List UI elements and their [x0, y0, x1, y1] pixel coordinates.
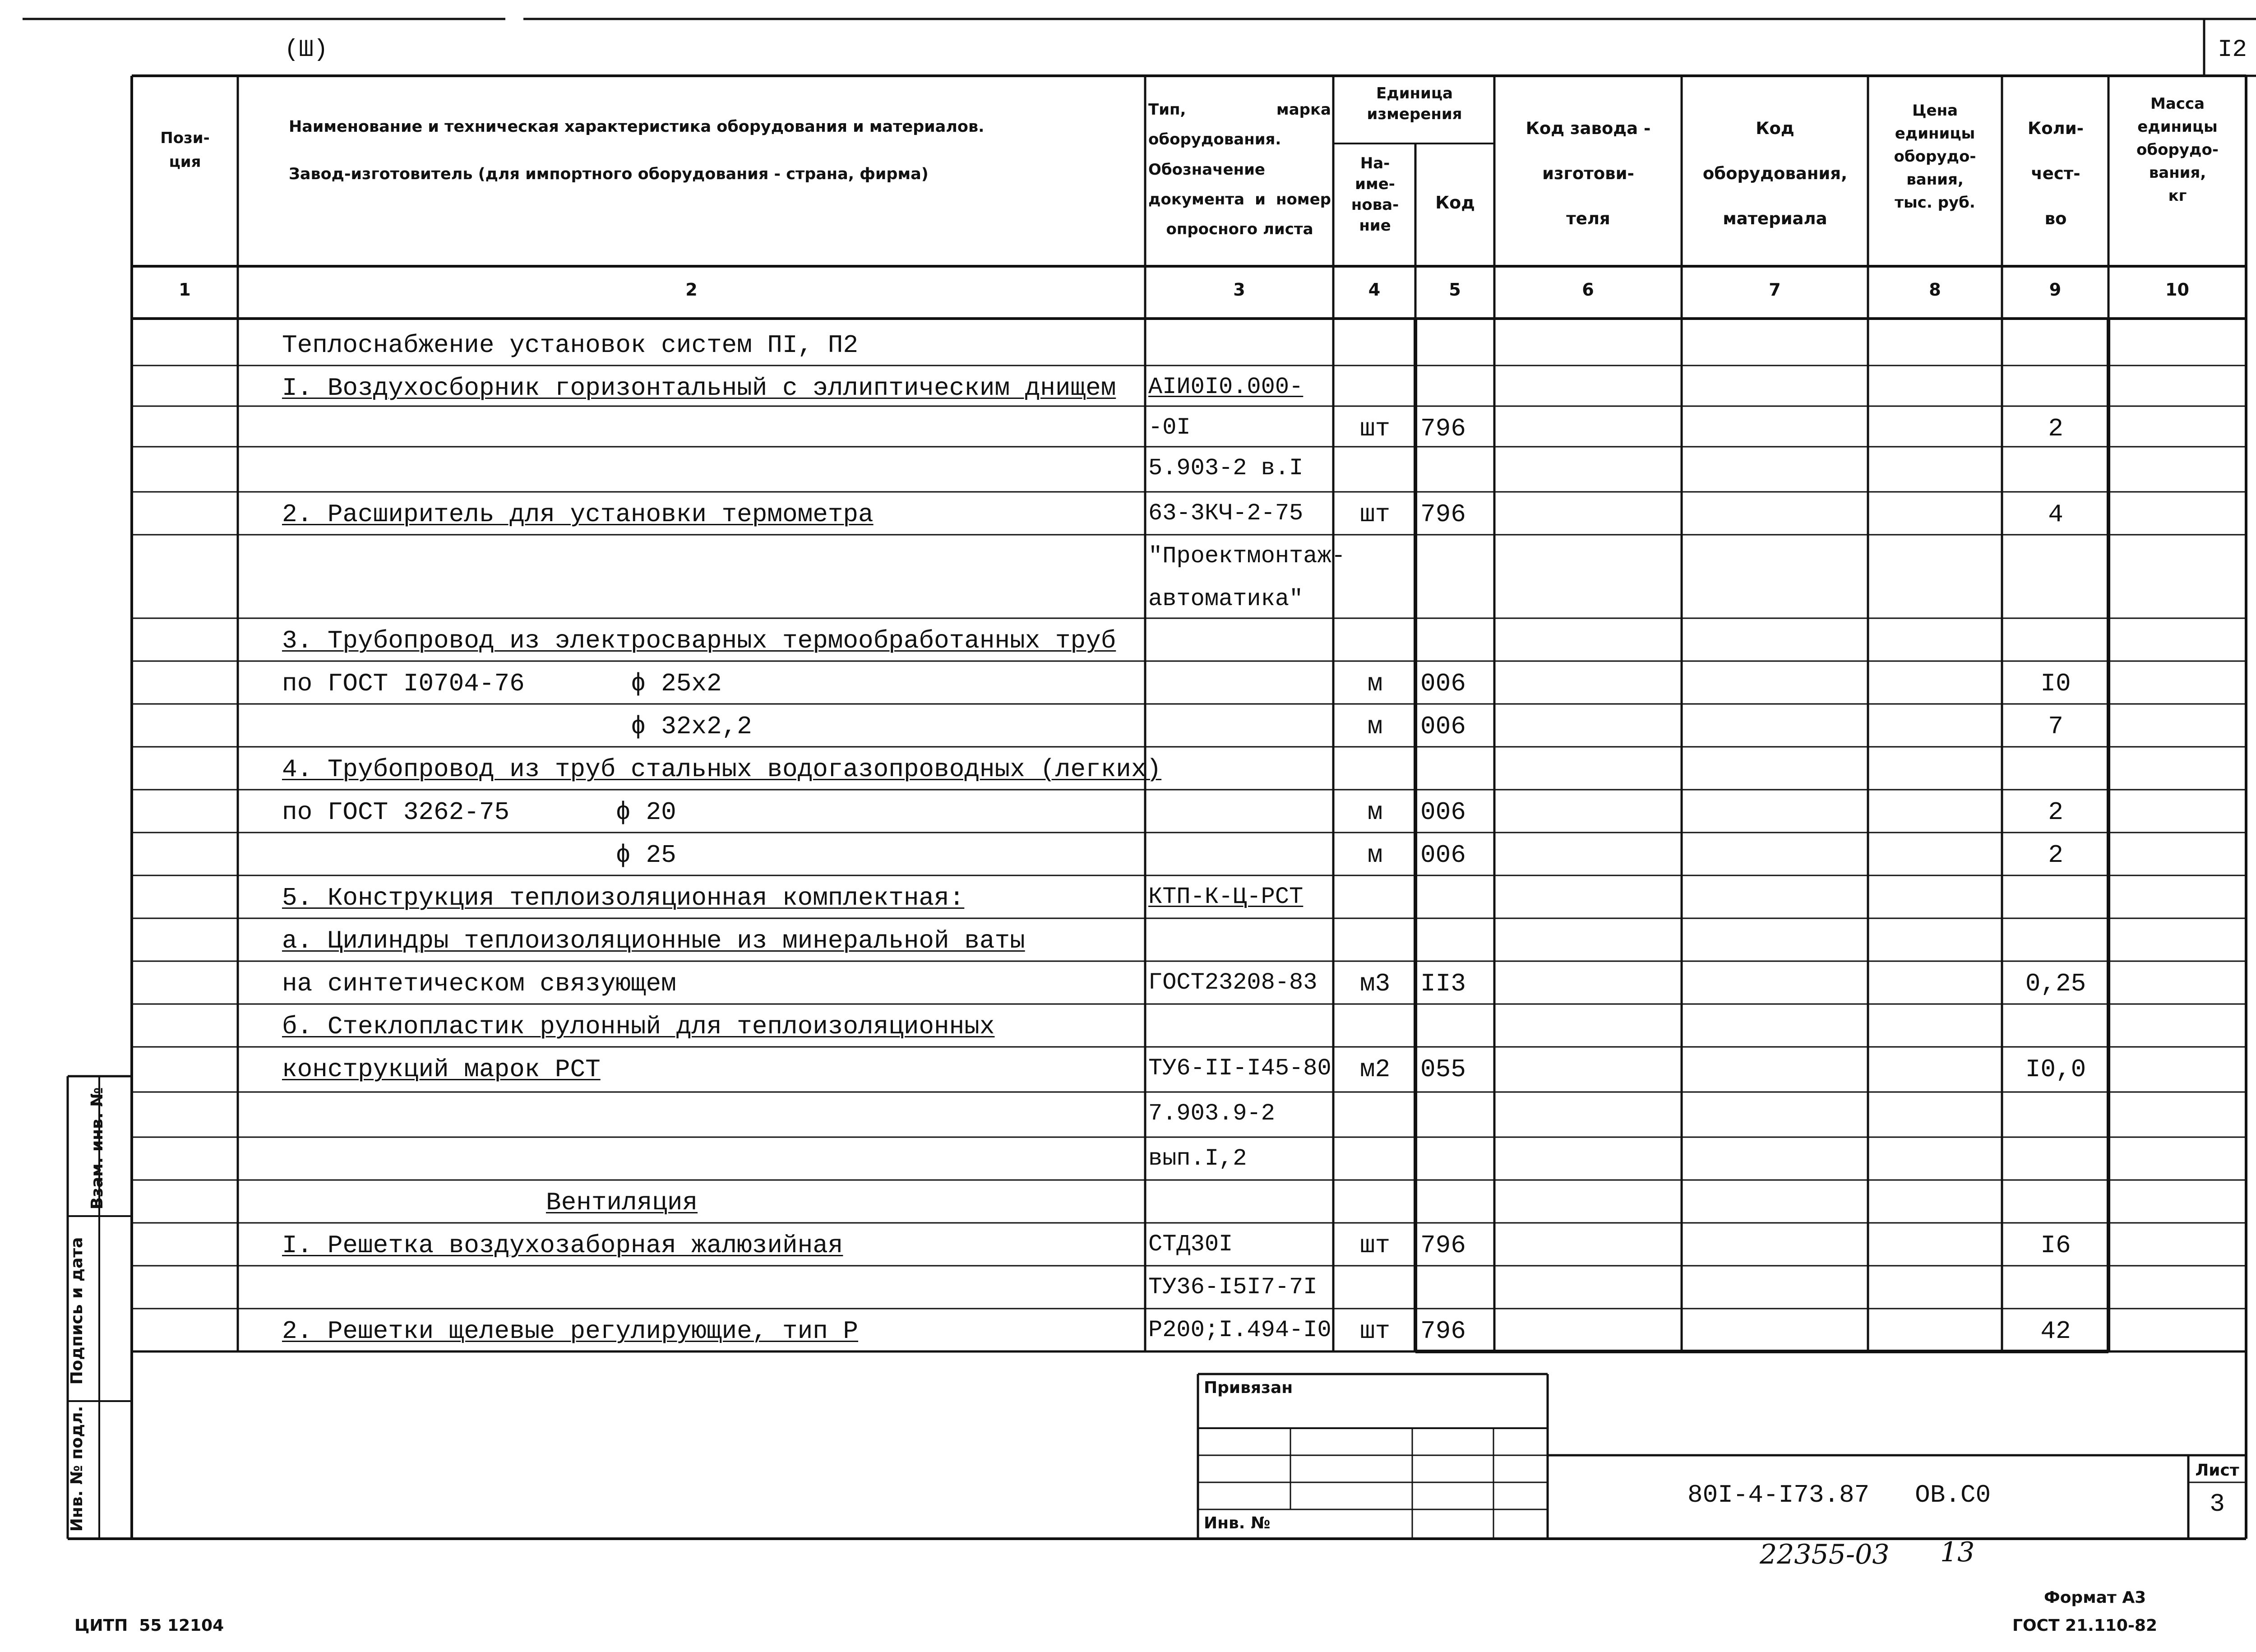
row-name-cell: I. Решетка воздухозаборная жалюзийная [282, 1231, 843, 1260]
row-unit-cell: шт [1359, 1231, 1391, 1260]
sheet-label: Лист [2195, 1461, 2239, 1480]
col-header-unit-code: Код [1435, 193, 1475, 213]
corner-sheet-number: I2 [2218, 36, 2247, 64]
row-type-cell: СТД30I [1148, 1231, 1233, 1258]
row-qty-cell: I6 [2040, 1231, 2071, 1260]
row-name-cell: 3. Трубопровод из электросварных термообработанных труб [282, 626, 1116, 655]
row-name-cell: Теплоснабжение установок систем ПI, П2 [282, 331, 859, 360]
col-number: 4 [1368, 280, 1381, 300]
row-qty-cell: 4 [2048, 500, 2063, 529]
row-qty-cell: I0,0 [2025, 1055, 2086, 1084]
row-code-cell: 796 [1420, 414, 1466, 443]
row-type-cell: 63-3КЧ-2-75 [1148, 500, 1304, 527]
col-header-position: Пози- ция [160, 129, 210, 171]
footer-gost: ГОСТ 21.110-82 [2012, 1616, 2158, 1635]
row-type-cell: 5.903-2 в.I [1148, 455, 1304, 481]
col-header-plant-code: Код завода - изготови- теля [1526, 119, 1651, 228]
handwritten-number: 22355-03 [1760, 1539, 1890, 1570]
row-name-cell: 4. Трубопровод из труб стальных водогазопроводных (легких) [282, 755, 1162, 784]
col-header-name: Наименование и техническая характеристика оборудования и материалов. Завод-изготовитель (для импортного оборудования - страна, фирма) [289, 118, 985, 183]
col-number: 1 [179, 280, 191, 300]
col-header-unit-group: Единица измерения [1367, 84, 1462, 123]
row-type-cell: ТУ36-I5I7-7I [1148, 1274, 1318, 1300]
col-header-mass: Масса единицы оборудо- вания, кг [2136, 95, 2219, 205]
row-type-cell: 7.903.9-2 [1148, 1100, 1275, 1127]
row-code-cell: 796 [1420, 1231, 1466, 1260]
handwritten-page: 13 [1940, 1536, 1975, 1568]
row-unit-cell: м2 [1359, 1055, 1391, 1084]
row-type-cell: автоматика" [1148, 586, 1304, 612]
title-privyazan: Привязан [1204, 1379, 1293, 1397]
col-number: 6 [1582, 280, 1594, 300]
stamp-signature-date: Подпись и дата [68, 1237, 86, 1385]
row-type-cell: АIИ0I0.000- [1148, 374, 1304, 400]
col-number: 3 [1233, 280, 1245, 300]
col-number: 2 [685, 280, 698, 300]
col-header-equipment-code: Код оборудования, материала [1702, 119, 1848, 228]
sheet-marker: (Ш) [284, 36, 328, 64]
row-qty-cell: I0 [2040, 669, 2071, 698]
row-unit-cell: м [1367, 798, 1383, 827]
row-unit-cell: м [1367, 669, 1383, 698]
row-type-cell: ГОСТ23208-83 [1148, 969, 1318, 996]
row-type-cell: вып.I,2 [1148, 1145, 1247, 1172]
row-name-cell: 5. Конструкция теплоизоляционная комплектная: [282, 884, 965, 912]
footer-format: Формат А3 [2044, 1588, 2146, 1607]
row-unit-cell: шт [1359, 1317, 1391, 1346]
row-type-cell: -0I [1148, 414, 1191, 441]
row-qty-cell: 2 [2048, 841, 2063, 870]
row-code-cell: 796 [1420, 1317, 1466, 1346]
row-name-cell: а. Цилиндры теплоизоляционные из минеральной ваты [282, 926, 1025, 955]
row-name-cell: б. Стеклопластик рулонный для теплоизоляционных [282, 1012, 995, 1041]
row-code-cell: 796 [1420, 500, 1466, 529]
row-type-cell: ТУ6-II-I45-80 [1148, 1055, 1331, 1082]
stamp-replacement-inventory: Взам. инв. № [88, 1087, 106, 1210]
sheet-number: 3 [2210, 1490, 2225, 1518]
col-number: 9 [2049, 280, 2062, 300]
col-header-type: Тип, марка оборудования. Обозначение документа и номер опросного листа [1148, 101, 1331, 239]
row-code-cell: 006 [1420, 712, 1466, 741]
col-number: 7 [1769, 280, 1781, 300]
col-number: 8 [1929, 280, 1941, 300]
row-name-cell: ϕ 25 [282, 841, 676, 870]
row-name-cell: I. Воздухосборник горизонтальный с эллиптическим днищем [282, 374, 1116, 403]
col-number: 5 [1449, 280, 1461, 300]
row-name-cell: 2. Решетки щелевые регулирующие, тип Р [282, 1317, 859, 1346]
row-code-cell: 006 [1420, 841, 1466, 870]
row-qty-cell: 0,25 [2025, 969, 2086, 998]
row-qty-cell: 2 [2048, 798, 2063, 827]
row-unit-cell: м [1367, 841, 1383, 870]
row-unit-cell: шт [1359, 500, 1391, 529]
footer-left-code: ЦИТП 55 12104 [74, 1616, 224, 1635]
row-code-cell: 055 [1420, 1055, 1466, 1084]
row-name-cell: ϕ 32х2,2 [282, 712, 752, 741]
row-name-cell: по ГОСТ 3262-75 ϕ 20 [282, 798, 676, 827]
row-code-cell: II3 [1420, 969, 1466, 998]
row-type-cell: "Проектмонтаж- [1148, 543, 1345, 569]
row-qty-cell: 2 [2048, 414, 2063, 443]
row-name-cell: на синтетическом связующем [282, 969, 676, 998]
row-code-cell: 006 [1420, 669, 1466, 698]
col-header-quantity: Коли- чест- во [2027, 119, 2084, 228]
row-unit-cell: м [1367, 712, 1383, 741]
row-name-cell: по ГОСТ I0704-76 ϕ 25х2 [282, 669, 722, 698]
col-number: 10 [2165, 280, 2189, 300]
row-type-cell: Р200;I.494-I0 [1148, 1317, 1331, 1343]
row-code-cell: 006 [1420, 798, 1466, 827]
row-qty-cell: 42 [2040, 1317, 2071, 1346]
col-header-unit-name: На- име- нова- ние [1351, 154, 1399, 235]
row-name-cell: Вентиляция [546, 1188, 698, 1217]
document-designation: 80I-4-I73.87 ОВ.С0 [1687, 1481, 1991, 1509]
row-qty-cell: 7 [2048, 712, 2063, 741]
row-type-cell: КТП-К-Ц-РСТ [1148, 884, 1304, 910]
col-header-price: Цена единицы оборудо- вания, тыс. руб. [1894, 102, 1976, 212]
title-inventory-no: Инв. № [1204, 1514, 1271, 1532]
row-name-cell: 2. Расширитель для установки термометра [282, 500, 874, 529]
row-unit-cell: м3 [1359, 969, 1391, 998]
row-unit-cell: шт [1359, 414, 1391, 443]
stamp-original-inventory: Инв. № подл. [68, 1406, 86, 1532]
row-name-cell: конструкций марок РСТ [282, 1055, 601, 1084]
